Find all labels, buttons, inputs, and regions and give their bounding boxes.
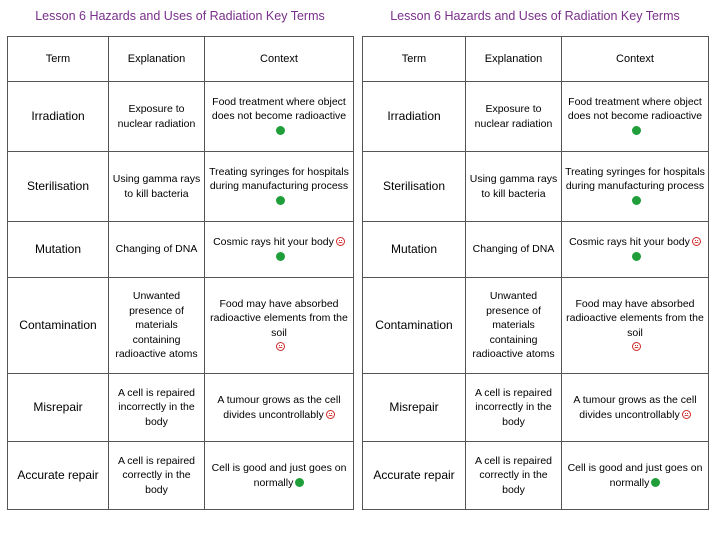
table-row <box>8 278 354 374</box>
context-cell <box>205 278 354 374</box>
term-cell: Sterilisation <box>8 152 109 222</box>
context-text: Cosmic rays hit your body <box>213 236 334 248</box>
table-row <box>363 442 709 510</box>
table-row <box>8 222 354 278</box>
term-cell: Misrepair <box>8 374 109 442</box>
explanation-cell: Exposure to nuclear radiation <box>466 82 562 152</box>
context-cell <box>562 152 709 222</box>
good-icon <box>632 196 641 205</box>
table-row <box>363 152 709 222</box>
table-row <box>8 374 354 442</box>
table-row <box>363 222 709 278</box>
explanation-cell: Changing of DNA <box>109 222 205 278</box>
bad-icon <box>276 342 285 351</box>
header-explanation: Explanation <box>109 37 205 82</box>
term-cell: Irradiation <box>8 82 109 152</box>
term-cell: Contamination <box>8 278 109 374</box>
key-terms-panel-right <box>362 0 708 510</box>
context-cell <box>562 278 709 374</box>
explanation-cell: Unwanted presence of materials containing radioactive atoms <box>109 278 205 374</box>
page-title: Lesson 6 Hazards and Uses of Radiation Key Terms <box>35 9 325 23</box>
good-icon <box>632 126 641 135</box>
context-cell <box>205 222 354 278</box>
header-context: Context <box>205 37 354 82</box>
term-cell: Accurate repair <box>8 442 109 510</box>
context-text: Food treatment where object does not become radioactive <box>567 95 703 123</box>
good-icon <box>276 252 285 261</box>
explanation-cell: A cell is repaired correctly in the body <box>466 442 562 510</box>
term-cell: Contamination <box>363 278 466 374</box>
header-term: Term <box>363 37 466 82</box>
term-cell: Accurate repair <box>363 442 466 510</box>
explanation-cell: Changing of DNA <box>466 222 562 278</box>
explanation-cell: Exposure to nuclear radiation <box>109 82 205 152</box>
term-cell: Mutation <box>8 222 109 278</box>
context-text: Food may have absorbed radioactive elements from the soil <box>210 297 348 339</box>
key-terms-table <box>7 36 354 510</box>
page-title: Lesson 6 Hazards and Uses of Radiation Key Terms <box>390 9 680 23</box>
table-row <box>363 374 709 442</box>
context-cell <box>205 152 354 222</box>
context-text: A tumour grows as the cell divides uncontrollably <box>217 394 341 421</box>
explanation-cell: A cell is repaired correctly in the body <box>109 442 205 510</box>
good-icon <box>295 478 304 487</box>
context-text: Treating syringes for hospitals during manufacturing process <box>565 165 705 193</box>
good-icon <box>651 478 660 487</box>
table-header-row <box>363 37 709 82</box>
context-text: Food may have absorbed radioactive elements from the soil <box>566 297 704 339</box>
context-cell <box>205 82 354 152</box>
bad-icon <box>336 237 345 246</box>
table-row <box>363 82 709 152</box>
explanation-cell: Unwanted presence of materials containing radioactive atoms <box>466 278 562 374</box>
explanation-cell: A cell is repaired incorrectly in the body <box>466 374 562 442</box>
good-icon <box>276 126 285 135</box>
explanation-cell: Using gamma rays to kill bacteria <box>109 152 205 222</box>
header-context: Context <box>562 37 709 82</box>
bad-icon <box>632 342 641 351</box>
context-text: Cell is good and just goes on normally <box>211 462 347 489</box>
key-terms-table <box>362 36 709 510</box>
term-cell: Sterilisation <box>363 152 466 222</box>
explanation-cell: A cell is repaired incorrectly in the body <box>109 374 205 442</box>
term-cell: Irradiation <box>363 82 466 152</box>
context-text: Cell is good and just goes on normally <box>567 462 703 489</box>
context-cell <box>205 442 354 510</box>
good-icon <box>276 196 285 205</box>
table-row <box>363 278 709 374</box>
key-terms-panel-left <box>7 0 353 510</box>
table-header-row <box>8 37 354 82</box>
context-text: Food treatment where object does not become radioactive <box>211 95 347 123</box>
term-cell: Misrepair <box>363 374 466 442</box>
context-cell <box>562 374 709 442</box>
header-term: Term <box>8 37 109 82</box>
table-row <box>8 442 354 510</box>
context-cell <box>562 82 709 152</box>
table-row <box>8 82 354 152</box>
bad-icon <box>326 410 335 419</box>
context-text: A tumour grows as the cell divides uncontrollably <box>573 394 697 421</box>
context-text: Cosmic rays hit your body <box>569 236 690 248</box>
table-row <box>8 152 354 222</box>
context-cell <box>562 222 709 278</box>
context-text: Treating syringes for hospitals during manufacturing process <box>209 165 349 193</box>
bad-icon <box>682 410 691 419</box>
term-cell: Mutation <box>363 222 466 278</box>
context-cell <box>205 374 354 442</box>
context-cell <box>562 442 709 510</box>
bad-icon <box>692 237 701 246</box>
explanation-cell: Using gamma rays to kill bacteria <box>466 152 562 222</box>
good-icon <box>632 252 641 261</box>
header-explanation: Explanation <box>466 37 562 82</box>
